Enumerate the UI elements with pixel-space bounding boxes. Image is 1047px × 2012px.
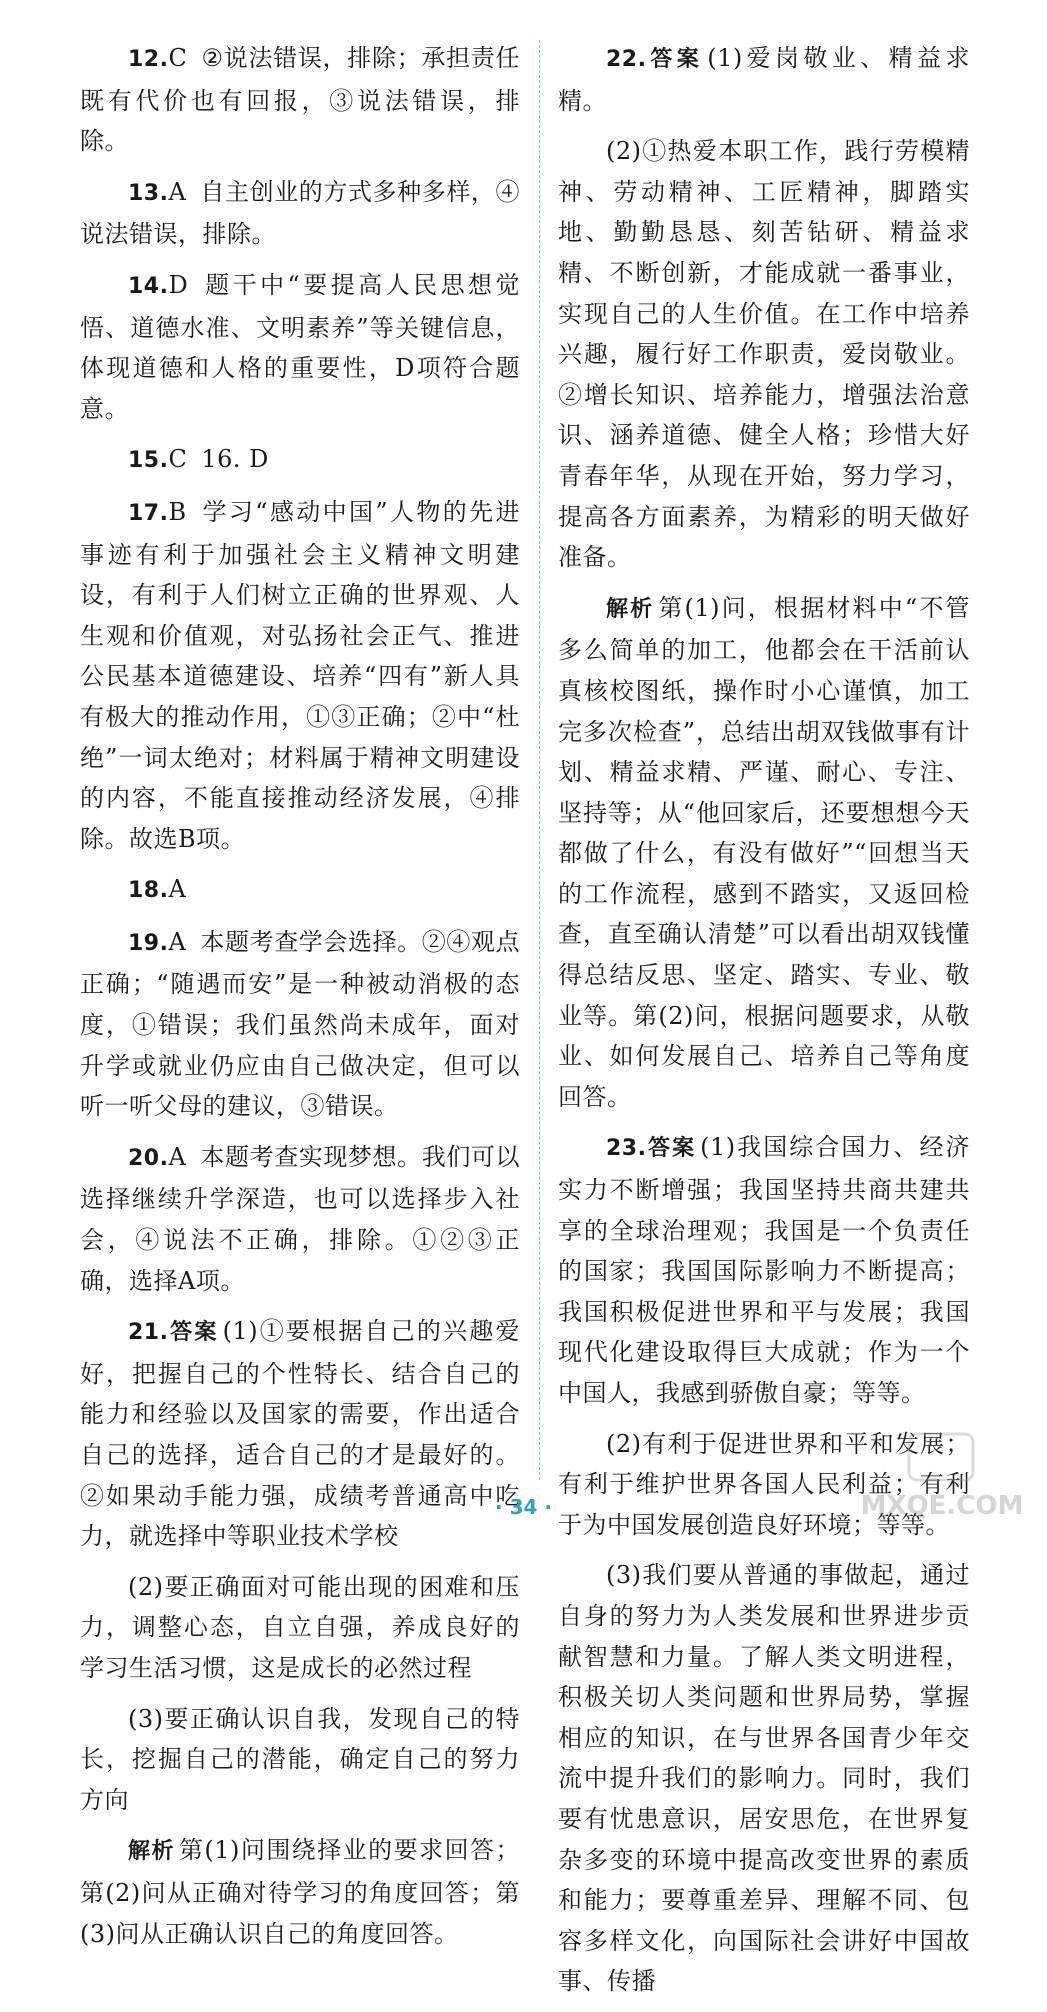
section-label: 解析 bbox=[606, 596, 655, 622]
question-number: 14. bbox=[128, 273, 169, 299]
answer-text: 第(1)问，根据材料中“不管多么简单的加工，他都会在干活前认真核校图纸，操作时小心谨慎，加工完多次检查”，总结出胡双钱做事有计划、精益求精、严谨、耐心、专注、坚持等；从“他回家后，还要想想今天都做了什么，有没有做好”“回想当天的工作流程，感到不踏实，又返回检查，直至确认清楚”可以看出胡双钱懂得总结反思、坚定、踏实、专业、敬业等。第(2)问，根据问题要求，从敬业、如何发展自己、培养自己等角度回答。 bbox=[558, 593, 970, 1111]
answer-text: (2)要正确面对可能出现的困难和压力，调整心态，自立自强，养成良好的学习生活习惯，这是成长的必然过程 bbox=[80, 1572, 520, 1682]
answer-option: C bbox=[168, 445, 188, 474]
watermark-logo bbox=[857, 1432, 1027, 1524]
question-number: 12. bbox=[128, 47, 169, 72]
section-label: 答案 bbox=[168, 1320, 219, 1346]
answer-text: 学习“感动中国”人物的先进事迹有利于加强社会主义精神文明建设，有利于人们树立正确的世界观、人生观和价值观，对弘扬社会正气、推进公民基本道德建设、培养“四有”新人具有极大的推动作用，①③正确；②中“杜绝”一词太绝对；材料属于精神文明建设的内容，不能直接推动经济发展，④排除。故选B项。 bbox=[80, 497, 520, 853]
answer-text: 本题考查实现梦想。我们可以选择继续升学深造，也可以选择步入社会，④说法不正确，排除。①②③正确，选择A项。 bbox=[80, 1142, 520, 1295]
answer-paragraph bbox=[558, 588, 970, 1118]
answer-text: ②说法错误，排除；承担责任既有代价也有回报，③说法错误，排除。 bbox=[80, 44, 520, 156]
section-label: 答案 bbox=[646, 1136, 697, 1162]
answer-paragraph bbox=[80, 1311, 520, 1557]
left-column bbox=[80, 38, 520, 1964]
answer-text: 本题考查学会选择。②④观点正确；“随遇而安”是一种被动消极的态度，①错误；我们虽然尚未成年，面对升学或就业仍应由自己做决定，但可以听一听父母的建议，③错误。 bbox=[80, 927, 520, 1121]
answer-paragraph bbox=[80, 922, 520, 1127]
page-number: · 34 · bbox=[495, 1495, 552, 1519]
right-column bbox=[558, 38, 970, 2012]
section-label: 答案 bbox=[646, 47, 704, 72]
watermark-text: MXQE.COM bbox=[860, 1491, 1024, 1521]
answer-text: (1)爱岗敬业、精益求精。 bbox=[558, 44, 970, 115]
answer-text: 自主创业的方式多种多样，④说法错误，排除。 bbox=[80, 177, 520, 249]
answer-text: 16. D bbox=[201, 445, 269, 474]
answer-option: A bbox=[168, 1142, 187, 1171]
answer-paragraph bbox=[558, 1127, 970, 1413]
question-number: 19. bbox=[128, 930, 169, 956]
answer-text: (2)①热爱本职工作，践行劳模精神、劳动精神、工匠精神，脚踏实地、勤勤恳恳、刻苦钻研、精益求精、不断创新，才能成就一番事业，实现自己的人生价值。在工作中培养兴趣，履行好工作职责，爱岗敬业。②增长知识、培养能力，增强法治意识、涵养道德、健全人格；珍惜大好青春年华，从现在开始，努力学习，提高各方面素养，为精彩的明天做好准备。 bbox=[558, 137, 970, 572]
answer-text: 题干中“要提高人民思想觉悟、道德水准、文明素养”等关键信息，体现道德和人格的重要性，D项符合题意。 bbox=[80, 270, 520, 423]
answer-paragraph bbox=[558, 38, 970, 121]
answer-text: (3)要正确认识自我，发现自己的特长，挖掘自己的潜能，确定自己的努力方向 bbox=[80, 1704, 520, 1814]
answer-option: A bbox=[168, 875, 187, 904]
question-number: 20. bbox=[128, 1145, 169, 1171]
answer-paragraph bbox=[80, 869, 520, 912]
answer-paragraph bbox=[80, 492, 520, 859]
answer-paragraph bbox=[80, 172, 520, 255]
answer-paragraph bbox=[80, 1567, 520, 1689]
answer-paragraph bbox=[558, 131, 970, 578]
question-number: 22. bbox=[606, 47, 647, 72]
answer-paragraph bbox=[80, 38, 520, 162]
answer-option: C bbox=[168, 44, 188, 72]
question-number: 18. bbox=[128, 878, 169, 904]
answer-text: (2)有利于促进世界和平和发展；有利于维护世界各国人民利益；有利于为中国发展创造良好环境；等等。 bbox=[558, 1429, 970, 1539]
answer-paragraph bbox=[80, 1137, 520, 1301]
question-number: 15. bbox=[128, 448, 169, 474]
answer-paragraph bbox=[80, 1699, 520, 1821]
answer-option: A bbox=[168, 927, 187, 956]
answer-paragraph bbox=[80, 265, 520, 429]
section-label: 解析 bbox=[128, 1839, 175, 1865]
question-number: 13. bbox=[128, 180, 169, 206]
column-divider bbox=[539, 40, 540, 1480]
question-number: 23. bbox=[606, 1136, 647, 1162]
answer-text: (3)我们要从普通的事做起，通过自身的努力为人类发展和世界进步贡献智慧和力量。了解人类文明进程，积极关切人类问题和世界局势，掌握相应的知识，在与世界各国青少年交流中提升我们的影响力。同时，我们要有忧患意识，居安思危，在世界复杂多变的环境中提高改变世界的素质和能力；要尊重差异、理解不同、包容多样文化，向国际社会讲好中国故事、传播 bbox=[558, 1561, 970, 1996]
answer-paragraph bbox=[80, 1830, 520, 1954]
answer-text: (1)我国综合国力、经济实力不断增强；我国坚持共商共建共享的全球治理观；我国是一个负责任的国家；我国国际影响力不断提高；我国积极促进世界和平与发展；我国现代化建设取得巨大成就；作为一个中国人，我感到骄傲自豪；等等。 bbox=[558, 1133, 970, 1407]
answer-text: 第(1)问围绕择业的要求回答；第(2)问从正确对待学习的角度回答；第(3)问从正确认识自己的角度回答。 bbox=[80, 1836, 520, 1948]
question-number: 21. bbox=[128, 1320, 169, 1346]
answer-paragraph bbox=[558, 1555, 970, 2002]
answer-paragraph bbox=[80, 439, 520, 482]
answer-option: A bbox=[168, 177, 187, 206]
answer-option: B bbox=[168, 497, 187, 526]
answer-text: (1)①要根据自己的兴趣爱好，把握自己的个性特长、结合自己的能力和经验以及国家的需要，作出适合自己的选择，适合自己的才是最好的。②如果动手能力强，成绩考普通高中吃力，就选择中等职业技术学校 bbox=[80, 1317, 520, 1551]
answer-option: D bbox=[168, 270, 189, 299]
question-number: 17. bbox=[128, 500, 169, 526]
